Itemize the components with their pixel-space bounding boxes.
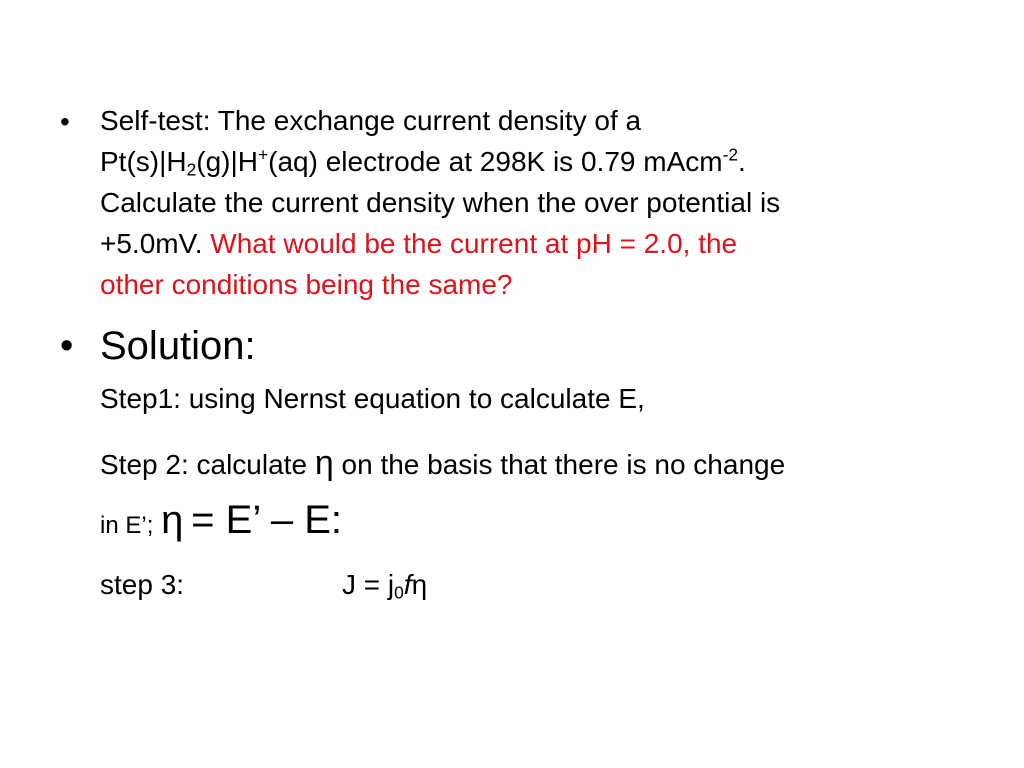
j0-subscript: 0	[394, 582, 404, 603]
eta-symbol: η	[314, 444, 334, 482]
solution-heading-line	[100, 326, 256, 366]
bullet-solution: •	[60, 325, 74, 367]
cm-exponent-superscript: -2	[722, 144, 739, 165]
h2-subscript: 2	[186, 159, 197, 180]
step3-j: J = j	[342, 569, 395, 600]
step1-line	[100, 385, 645, 413]
selftest-text-4-black: +5.0mV.	[100, 228, 203, 259]
eta-symbol-2: η	[161, 498, 184, 542]
selftest-text-2c: (aq) electrode at 298K is 0.79 mAcm	[268, 146, 723, 177]
selftest-question-4: What would be the current at pH = 2.0, the	[210, 228, 738, 259]
step2-text-c: in E’;	[100, 512, 154, 539]
bullet-selftest: •	[60, 106, 70, 137]
step2-text-a: Step 2: calculate	[100, 449, 308, 480]
step2-text-b: on the basis that there is no change	[341, 449, 786, 480]
selftest-line-3	[100, 189, 780, 217]
selftest-text-2d: .	[738, 146, 746, 177]
selftest-text-1: Self-test: The exchange current density of a	[100, 105, 642, 136]
selftest-line-5	[100, 271, 513, 299]
selftest-text-3: Calculate the current density when the over potential is	[100, 187, 781, 218]
h-plus-superscript: +	[257, 144, 269, 165]
step3-line	[100, 571, 184, 599]
selftest-line-4	[100, 230, 737, 258]
step1-text: Step1: using Nernst equation to calculate E,	[100, 383, 645, 414]
step3-f: f	[403, 569, 412, 600]
step3-label: step 3:	[100, 569, 185, 600]
selftest-line-2	[100, 144, 746, 180]
step2-line	[100, 446, 785, 480]
step3-eta: η	[411, 569, 428, 600]
selftest-question-5: other conditions being the same?	[100, 269, 513, 300]
selftest-text-2b: (g)|H	[196, 146, 258, 177]
step2-line-2	[100, 500, 342, 540]
selftest-line-1	[100, 107, 641, 135]
overpotential-equation: = E’ – E:	[191, 498, 342, 542]
selftest-text-2a: Pt(s)|H	[100, 146, 187, 177]
solution-heading: Solution:	[100, 324, 256, 368]
step3-formula	[342, 569, 428, 603]
